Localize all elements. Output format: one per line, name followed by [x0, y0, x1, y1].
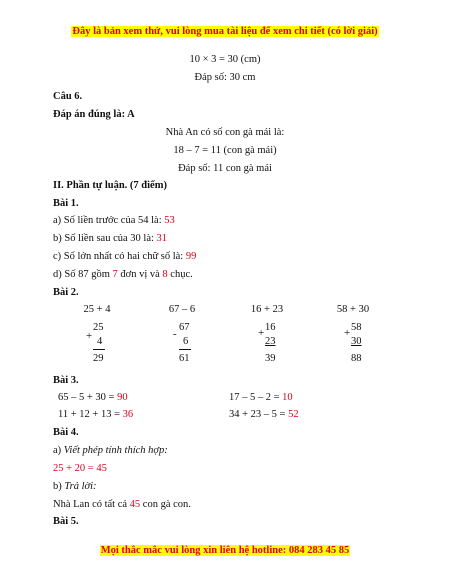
sum-line: [93, 349, 105, 350]
bai-2-result: 88: [351, 353, 362, 364]
bai-2-top: 25: [93, 322, 104, 333]
bai-2-bottom: 4: [97, 336, 103, 347]
bai-3-item-1-text: 65 – 5 + 30 =: [58, 392, 118, 403]
q6-calc: 18 – 7 = 11 (con gà mái): [173, 145, 277, 156]
bai-2-bottom: 23: [265, 336, 276, 347]
bai-1-d-text-3: chục.: [167, 269, 193, 280]
bai-4-a-answer: 25 + 20 = 45: [53, 463, 107, 474]
bai-1-d-text-1: d) Số 87 gồm: [53, 269, 113, 280]
bai-3-item-4-text: 34 + 23 – 5 =: [229, 409, 289, 420]
bai-2-bottom: 30: [351, 336, 362, 347]
bai-1-heading: Bài 1.: [53, 198, 79, 209]
answer-line: Đáp số: 30 cm: [194, 72, 256, 83]
bai-3-item-4-answer: 52: [288, 409, 299, 420]
bai-4-b: [53, 481, 97, 492]
top-banner: [0, 26, 450, 37]
bottom-banner-text: Mọi thắc mắc vui lòng xin liên hệ hotline: 084 283 45 85: [100, 545, 350, 556]
bai-4-b-instruction: Trả lời:: [64, 481, 97, 492]
bai-3-item-3: [58, 409, 133, 420]
bai-2-top: 16: [265, 322, 276, 333]
bai-4-b-answer: [53, 499, 191, 510]
question-6-heading: Câu 6.: [53, 91, 83, 102]
bai-3-item-2-answer: 10: [282, 392, 293, 403]
bottom-banner: [0, 545, 450, 556]
bai-2-result: 29: [93, 353, 104, 364]
bai-2-bottom: 6: [183, 336, 189, 347]
bai-2-heading: Bài 2.: [53, 287, 79, 298]
top-banner-text: Đây là bản xem thử, vui lòng mua tài liệu để xem chi tiết (có lời giải): [72, 26, 378, 37]
bai-4-b-text-2: con gà con.: [140, 499, 191, 510]
q6-text: Nhà An có số con gà mái là:: [165, 127, 285, 138]
bai-2-top: 58: [351, 322, 362, 333]
question-6-answer: Đáp án đúng là: A: [53, 109, 135, 120]
plus-sign: +: [258, 327, 265, 339]
bai-1-c-answer: 99: [185, 251, 197, 262]
bai-4-b-label: b): [53, 481, 65, 492]
bai-4-b-value: 45: [129, 499, 141, 510]
bai-1-d-text-2: đơn vị và: [117, 269, 163, 280]
bai-3-heading: Bài 3.: [53, 375, 79, 386]
bai-2-expr: 58 + 30: [336, 304, 370, 315]
bai-1-d-answer-1: 7: [112, 269, 118, 280]
bai-4-a-label: a): [53, 445, 64, 456]
sum-line: [179, 349, 191, 350]
bai-1-c-text: c) Số lớn nhất có hai chữ số là:: [53, 251, 186, 262]
bai-2-top: 67: [179, 322, 190, 333]
bai-1-a-answer: 53: [164, 215, 175, 226]
bai-4-a: [53, 445, 168, 456]
plus-sign: +: [344, 327, 351, 339]
bai-3-item-2: [229, 392, 293, 403]
part-2-heading: II. Phần tự luận. (7 điểm): [53, 180, 167, 191]
bai-2-result: 61: [179, 353, 190, 364]
plus-sign: +: [86, 330, 93, 342]
bai-3-item-1: [58, 392, 128, 403]
bai-1-b: [53, 233, 167, 244]
q6-result: Đáp số: 11 con gà mái: [178, 163, 272, 174]
bai-3-item-2-text: 17 – 5 – 2 =: [229, 392, 283, 403]
bai-1-a-text: a) Số liền trước của 54 là:: [53, 215, 165, 226]
bai-5-heading: Bài 5.: [53, 516, 79, 527]
calc-line: 10 × 3 = 30 (cm): [189, 54, 261, 65]
bai-1-c: [53, 251, 196, 262]
bai-1-d-answer-2: 8: [162, 269, 168, 280]
bai-1-b-answer: 31: [156, 233, 168, 244]
bai-2-expr: 25 + 4: [83, 304, 111, 315]
bai-1-a: [53, 215, 175, 226]
bai-2-expr: 67 – 6: [168, 304, 196, 315]
minus-sign: -: [173, 328, 177, 340]
bai-1-d: [53, 269, 193, 280]
bai-3-item-4: [229, 409, 299, 420]
bai-1-b-text: b) Số liền sau của 30 là:: [53, 233, 157, 244]
bai-2-result: 39: [265, 353, 276, 364]
bai-4-b-text-1: Nhà Lan có tất cả: [53, 499, 130, 510]
bai-4-a-instruction: Viết phép tính thích hợp:: [63, 445, 168, 456]
bai-3-item-3-answer: 36: [122, 409, 134, 420]
bai-2-expr: 16 + 23: [250, 304, 284, 315]
bai-3-item-3-text: 11 + 12 + 13 =: [58, 409, 123, 420]
bai-4-heading: Bài 4.: [53, 427, 79, 438]
bai-3-item-1-answer: 90: [117, 392, 128, 403]
